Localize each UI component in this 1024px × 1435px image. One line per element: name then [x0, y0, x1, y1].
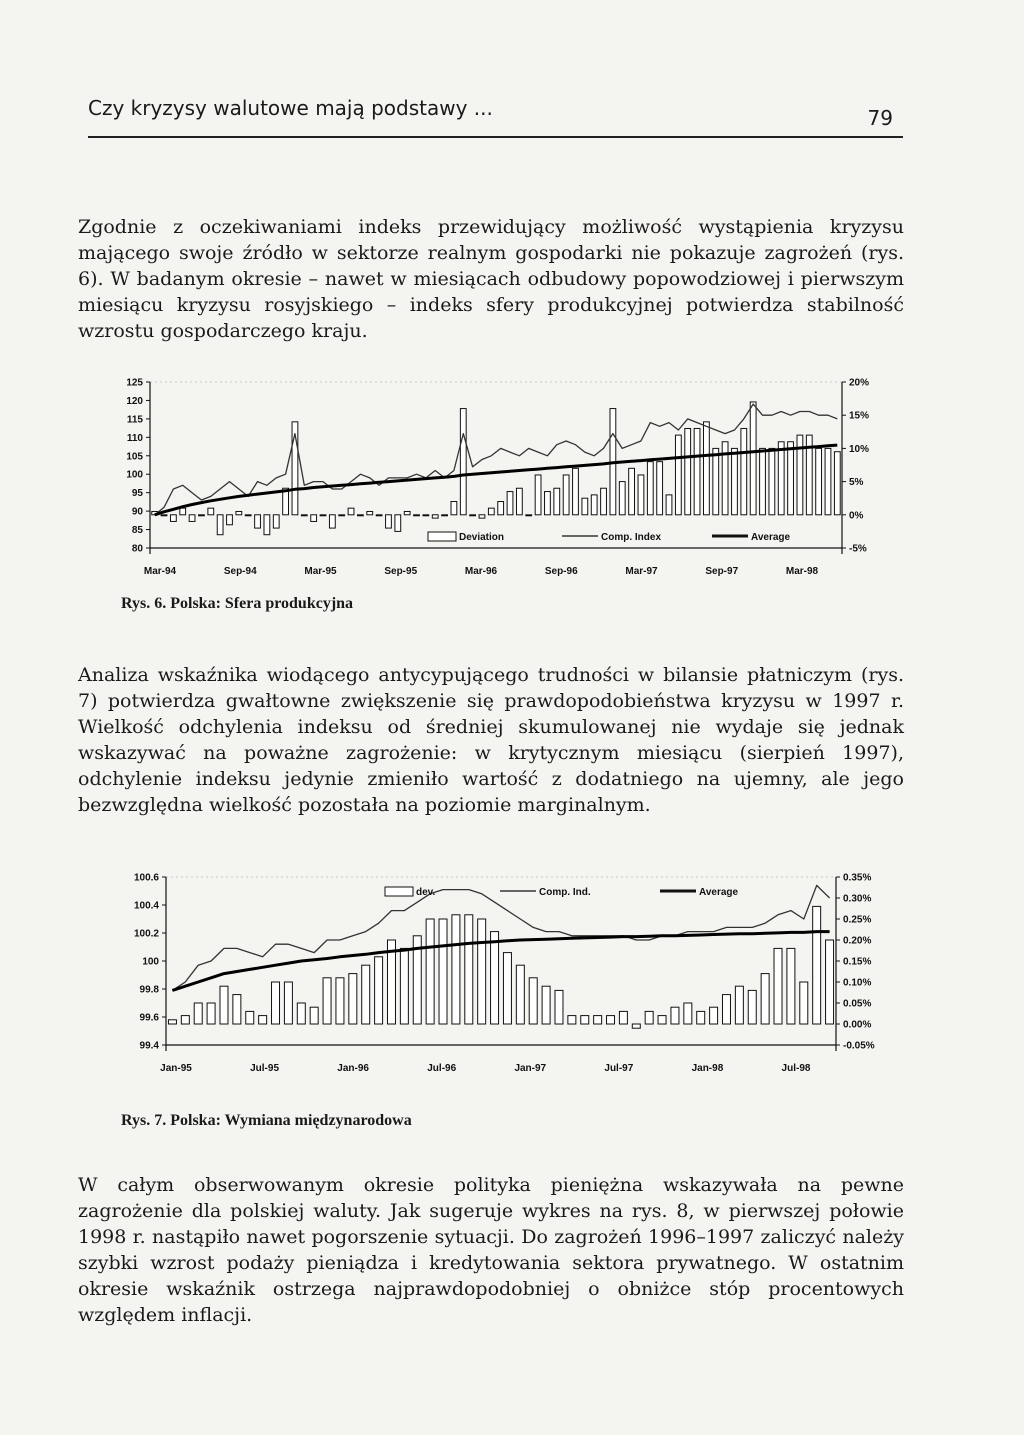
deviation-bar	[697, 1011, 705, 1024]
deviation-bar	[594, 1016, 602, 1024]
index-line	[172, 885, 829, 990]
deviation-bar	[488, 508, 494, 515]
deviation-bar	[498, 502, 504, 515]
deviation-bar	[760, 448, 766, 514]
y-left-tick-label: 100	[142, 956, 159, 968]
figure-6-caption: Rys. 6. Polska: Sfera produkcyjna	[121, 595, 354, 612]
deviation-bar	[478, 919, 486, 1024]
x-tick-label: Jan-96	[337, 1063, 369, 1074]
deviation-bar	[825, 448, 831, 514]
deviation-bar	[236, 511, 242, 514]
deviation-bar	[774, 948, 782, 1024]
y-right-tick-label: 0.15%	[843, 956, 872, 968]
deviation-bar	[645, 1011, 653, 1024]
deviation-bar	[189, 515, 195, 522]
deviation-bar	[181, 1016, 189, 1024]
deviation-bar	[710, 1007, 718, 1024]
deviation-bar	[339, 515, 345, 516]
deviation-bar	[582, 498, 588, 515]
deviation-bar	[194, 1003, 202, 1024]
legend-label: dev.	[416, 887, 436, 898]
deviation-bar	[545, 492, 551, 515]
y-right-tick-label: 0.05%	[843, 998, 872, 1010]
deviation-bar	[491, 932, 499, 1024]
deviation-bar	[813, 906, 821, 1024]
figure-7-chart	[0, 865, 1024, 1085]
x-tick-label: Sep-97	[705, 566, 739, 577]
x-tick-label: Mar-97	[625, 566, 658, 577]
deviation-bar	[375, 957, 383, 1024]
deviation-bar	[245, 515, 251, 516]
y-right-tick-label: 0.35%	[843, 872, 872, 884]
deviation-bar	[426, 919, 434, 1024]
deviation-bar	[713, 448, 719, 514]
deviation-bar	[220, 986, 228, 1024]
deviation-bar	[748, 990, 756, 1024]
deviation-bar	[311, 515, 317, 522]
average-line	[172, 932, 829, 991]
y-right-tick-label: 5%	[849, 477, 864, 489]
deviation-bar	[452, 915, 460, 1024]
deviation-bar	[816, 448, 822, 514]
deviation-bar	[647, 462, 653, 515]
legend-label: Deviation	[459, 532, 505, 543]
y-left-tick-label: 99.4	[139, 1040, 159, 1052]
deviation-bar	[507, 492, 513, 515]
y-right-tick-label: -5%	[849, 543, 867, 555]
deviation-bar	[323, 978, 331, 1024]
deviation-bar	[161, 515, 167, 516]
deviation-bar	[404, 511, 410, 514]
y-left-tick-label: 120	[126, 395, 143, 407]
deviation-bar	[460, 409, 466, 515]
deviation-bar	[199, 515, 205, 516]
x-tick-label: Jul-96	[427, 1063, 457, 1074]
x-tick-label: Mar-96	[464, 566, 498, 577]
deviation-bar	[607, 1016, 615, 1024]
paragraph-2: Analiza wskaźnika wiodącego antycypującego trudności w bilansie płatniczym (rys. 7) potwierdza gwałtowne zwiększenie się prawdopodobieństwa kryzysu w 1997 r. Wielkość odchylenia indeksu od średniej skumulowanej nie wydaje się jednak wskazywać na poważne zagrożenie: w krytycznym miesiącu (sierpień 1997), odchylenie indeksu jedynie zmieniło wartość z dodatniego na ujemny, ale jego bezwzględna wielkość pozostała na poziomie marginalnym.	[78, 664, 904, 816]
legend-label: Comp. Index	[601, 532, 662, 543]
deviation-bar	[735, 986, 743, 1024]
deviation-bar	[694, 428, 700, 514]
deviation-bar	[246, 1011, 254, 1024]
paragraph-3: W całym obserwowanym okresie polityka pieniężna wskazywała na pewne zagrożenie dla polskiej waluty. Jak sugeruje wykres na rys. 8, w pierwszej połowie 1998 r. nastąpiło nawet pogorszenie sytuacji. Do zagrożeń 1996–1997 zaliczyć należy szybki wzrost podaży pieniądza i kredytowania sektora prywatnego. W ostatnim okresie wskaźnik ostrzega najprawdopodobniej o obniżce stóp procentowych względem inflacji.	[78, 1174, 904, 1326]
y-left-tick-label: 100.6	[133, 872, 159, 884]
running-header	[88, 92, 903, 138]
deviation-bar	[563, 475, 569, 515]
x-tick-label: Jul-95	[250, 1063, 280, 1074]
deviation-bar	[180, 508, 186, 515]
deviation-bar	[834, 452, 840, 515]
x-tick-label: Jul-98	[781, 1063, 811, 1074]
deviation-bar	[732, 448, 738, 514]
deviation-bar	[423, 515, 429, 516]
legend-label: Comp. Ind.	[539, 887, 591, 898]
y-left-tick-label: 85	[131, 525, 143, 537]
deviation-bar	[362, 965, 370, 1024]
deviation-bar	[349, 974, 357, 1024]
x-tick-label: Jan-98	[691, 1063, 724, 1074]
deviation-bar	[233, 995, 241, 1024]
running-title: Czy kryzysy walutowe mają podstawy ...	[88, 96, 493, 120]
deviation-bar	[516, 488, 522, 515]
y-left-tick-label: 99.8	[139, 984, 159, 996]
deviation-bar	[629, 468, 635, 514]
figure-6-chart	[0, 370, 1024, 585]
x-tick-label: Mar-94	[143, 566, 177, 577]
plot-frame	[150, 382, 842, 548]
deviation-bar	[741, 428, 747, 514]
deviation-bar	[264, 515, 270, 535]
y-left-tick-label: 95	[131, 488, 143, 500]
deviation-bar	[297, 1003, 305, 1024]
page-number: 79	[867, 106, 893, 130]
y-right-tick-label: -0.05%	[843, 1040, 875, 1052]
deviation-bar	[761, 974, 769, 1024]
deviation-bar	[526, 515, 532, 516]
y-left-tick-label: 100.4	[133, 900, 159, 912]
deviation-bar	[414, 515, 420, 516]
deviation-bar	[666, 495, 672, 515]
deviation-bar	[432, 515, 438, 518]
deviation-bar	[208, 508, 214, 515]
deviation-bar	[465, 915, 473, 1024]
deviation-bar	[217, 515, 223, 535]
legend-swatch-bar	[385, 887, 413, 896]
y-right-tick-label: 0%	[849, 510, 864, 522]
y-left-tick-label: 105	[126, 451, 143, 463]
deviation-bar	[826, 940, 834, 1024]
y-right-tick-label: 0.20%	[843, 935, 872, 947]
deviation-bar	[227, 515, 233, 525]
deviation-bar	[395, 515, 401, 532]
deviation-bar	[568, 1016, 576, 1024]
y-left-tick-label: 100	[126, 469, 143, 481]
x-tick-label: Sep-96	[544, 566, 578, 577]
deviation-bar	[591, 495, 597, 515]
deviation-bar	[554, 488, 560, 515]
deviation-bar	[722, 995, 730, 1024]
legend-swatch-bar	[428, 532, 456, 541]
x-tick-label: Sep-94	[223, 566, 257, 577]
x-tick-label: Mar-95	[304, 566, 337, 577]
deviation-bar	[658, 1016, 666, 1024]
y-left-tick-label: 80	[131, 543, 143, 555]
x-tick-label: Sep-95	[384, 566, 418, 577]
y-right-tick-label: 0.25%	[843, 914, 872, 926]
y-right-tick-label: 0.30%	[843, 893, 872, 905]
deviation-bar	[788, 442, 794, 515]
deviation-bar	[329, 515, 335, 528]
deviation-bar	[675, 435, 681, 515]
deviation-bar	[750, 402, 756, 515]
x-tick-label: Jan-97	[514, 1063, 547, 1074]
paragraph-1: Zgodnie z oczekiwaniami indeks przewidujący możliwość wystąpienia kryzysu mającego swoje źródło w sektorze realnym gospodarki nie pokazuje zagrożeń (rys. 6). W badanym okresie – nawet w miesiącach odbudowy popowodziowej i pierwszym miesiącu kryzysu rosyjskiego – indeks sfery produkcyjnej potwierdza stabilność wzrostu gospodarczego kraju.	[78, 216, 904, 342]
deviation-bar	[787, 948, 795, 1024]
deviation-bar	[442, 515, 448, 516]
legend-label: Average	[751, 532, 791, 543]
deviation-bar	[555, 990, 563, 1024]
x-tick-label: Jul-97	[604, 1063, 634, 1074]
y-right-tick-label: 20%	[849, 377, 870, 389]
deviation-bar	[272, 982, 280, 1024]
deviation-bar	[255, 515, 261, 528]
deviation-bar	[170, 515, 176, 522]
deviation-bar	[367, 511, 373, 514]
deviation-bar	[657, 462, 663, 515]
deviation-bar	[671, 1007, 679, 1024]
deviation-bar	[516, 965, 524, 1024]
y-right-tick-label: 15%	[849, 410, 870, 422]
deviation-bar	[632, 1024, 640, 1028]
y-right-tick-label: 0.00%	[843, 1019, 872, 1031]
deviation-bar	[800, 982, 808, 1024]
deviation-bar	[470, 515, 476, 516]
y-right-tick-label: 0.10%	[843, 977, 872, 989]
deviation-bar	[358, 515, 364, 516]
deviation-bar	[769, 448, 775, 514]
deviation-bar	[573, 468, 579, 514]
x-tick-label: Mar-98	[785, 566, 819, 577]
deviation-bar	[168, 1020, 176, 1024]
deviation-bar	[778, 442, 784, 515]
y-left-tick-label: 115	[126, 414, 143, 426]
x-tick-label: Jan-95	[160, 1063, 192, 1074]
deviation-bar	[336, 978, 344, 1024]
deviation-bar	[451, 502, 457, 515]
deviation-bar	[601, 488, 607, 515]
deviation-bar	[376, 515, 382, 516]
deviation-bar	[581, 1016, 589, 1024]
legend-label: Average	[699, 887, 739, 898]
deviation-bar	[348, 508, 354, 515]
deviation-bar	[320, 515, 326, 516]
figure-7-caption: Rys. 7. Polska: Wymiana międzynarodowa	[121, 1112, 412, 1129]
deviation-bar	[259, 1016, 267, 1024]
deviation-bar	[542, 986, 550, 1024]
y-left-tick-label: 90	[131, 506, 143, 518]
deviation-bar	[386, 515, 392, 528]
deviation-bar	[503, 953, 511, 1024]
y-left-tick-label: 99.6	[139, 1012, 159, 1024]
deviation-bar	[439, 919, 447, 1024]
deviation-bar	[638, 475, 644, 515]
deviation-bar	[619, 1011, 627, 1024]
y-left-tick-label: 125	[126, 377, 143, 389]
y-left-tick-label: 100.2	[133, 928, 159, 940]
deviation-bar	[535, 475, 541, 515]
deviation-bar	[284, 982, 292, 1024]
deviation-bar	[619, 482, 625, 515]
deviation-bar	[685, 428, 691, 514]
deviation-bar	[400, 948, 408, 1024]
deviation-bar	[684, 1003, 692, 1024]
y-left-tick-label: 110	[126, 432, 143, 444]
deviation-bar	[529, 978, 537, 1024]
deviation-bar	[273, 515, 279, 528]
deviation-bar	[704, 422, 710, 515]
deviation-bar	[301, 515, 307, 516]
y-right-tick-label: 10%	[849, 443, 870, 455]
deviation-bar	[310, 1007, 318, 1024]
deviation-bar	[207, 1003, 215, 1024]
deviation-bar	[479, 515, 485, 518]
